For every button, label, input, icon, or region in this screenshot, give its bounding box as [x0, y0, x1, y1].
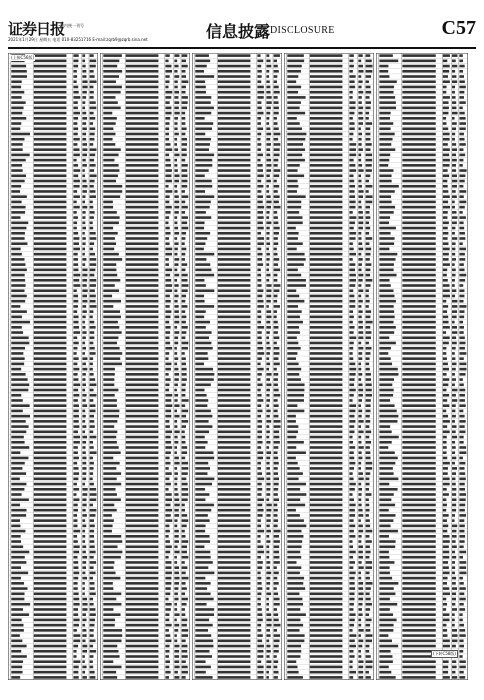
table-column-5	[376, 53, 468, 680]
newspaper-masthead: 证券日报	[8, 20, 65, 38]
table-column-4	[284, 53, 374, 680]
page-header	[8, 18, 476, 46]
table-caption: (上接C56版)	[11, 55, 35, 60]
section-title-english: DISCLOSURE	[270, 25, 335, 36]
disclosure-table-area	[8, 53, 468, 680]
table-column-2	[100, 53, 190, 680]
page-code: C57	[441, 17, 476, 39]
table-column-1	[8, 53, 98, 680]
continue-note: (下转C58版)	[432, 651, 456, 656]
date-line: 2021年1月29日 星期五 电话 010-83251716 E-mail:zqrb9@zqrb.sina.net	[8, 37, 148, 42]
masthead-note: 国内统一刊号	[60, 23, 84, 28]
table-column-3	[192, 53, 282, 680]
header-rule	[8, 47, 476, 49]
section-title: 信息披露	[206, 22, 271, 41]
